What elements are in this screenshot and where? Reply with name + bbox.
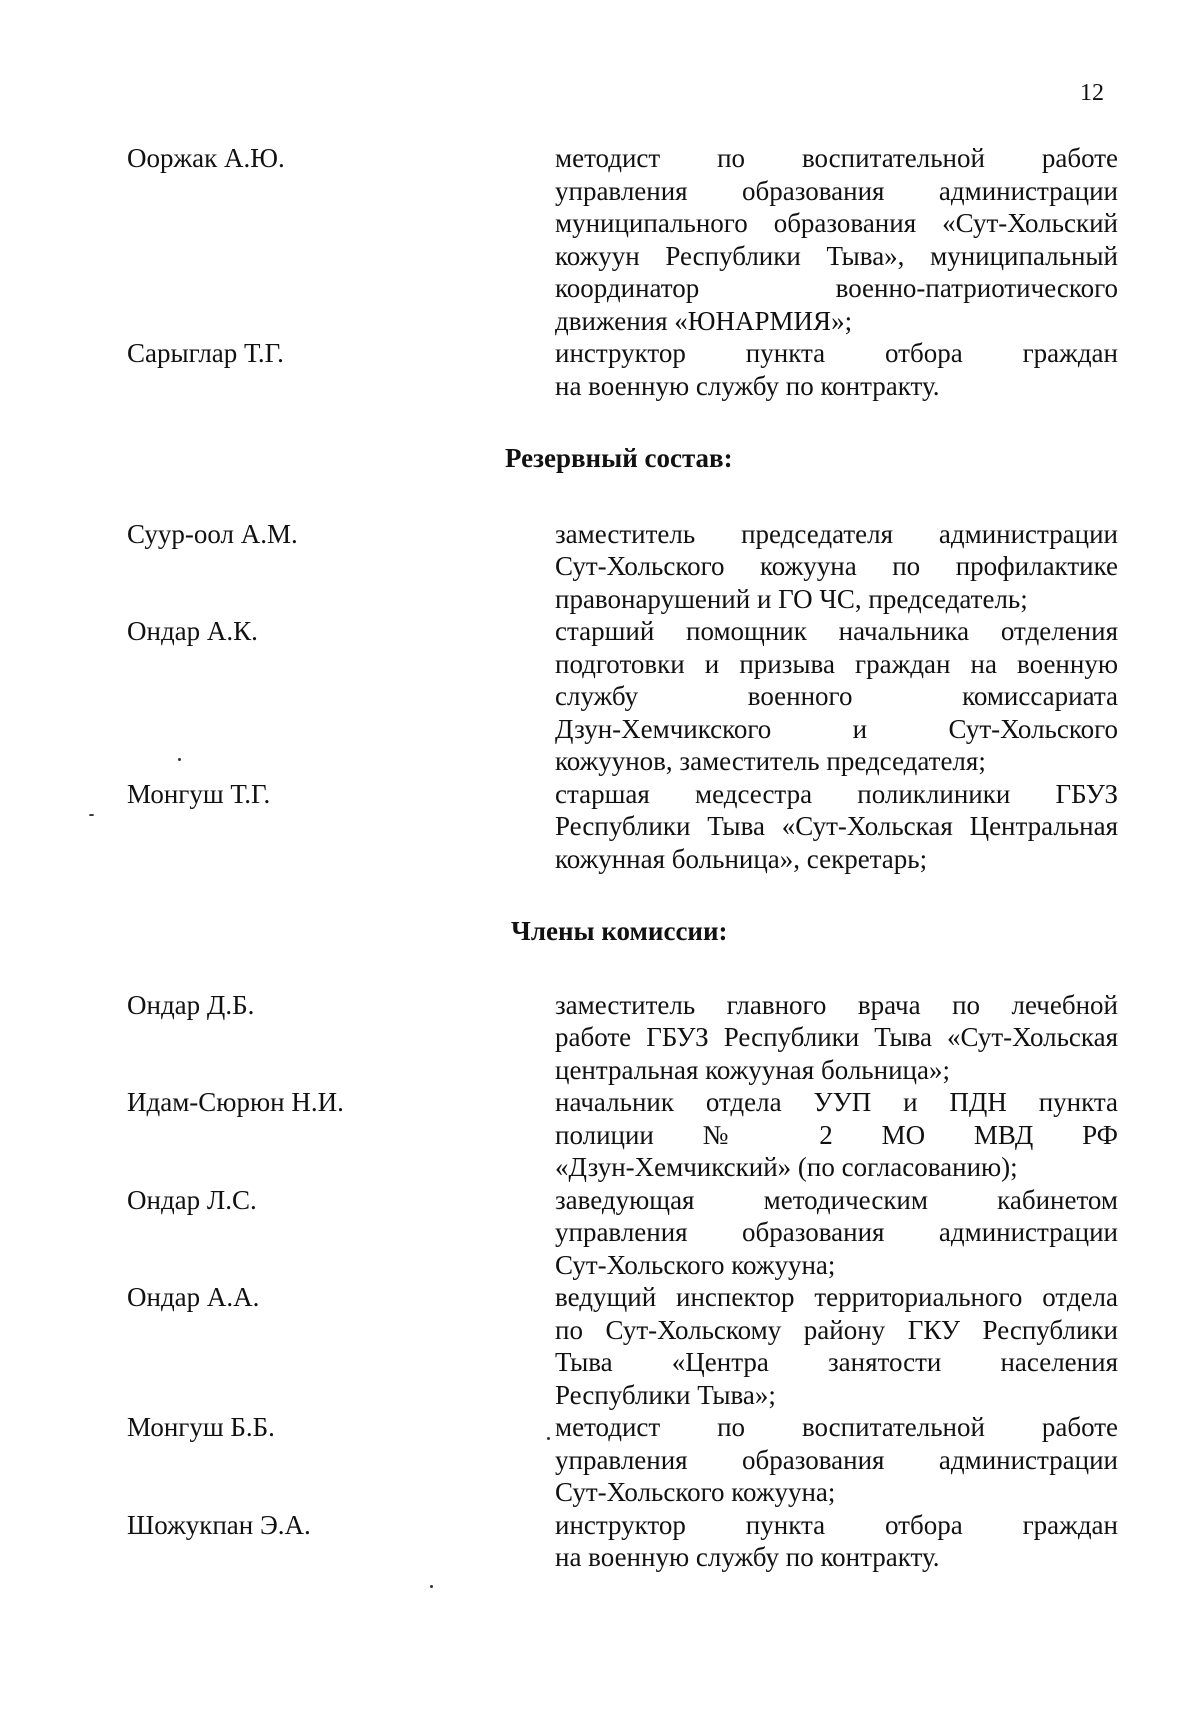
member-position xyxy=(555,1509,1118,1574)
position-line: работе ГБУЗ Республики Тыва «Сут-Хольская xyxy=(555,1022,1118,1052)
page-number: 12 xyxy=(1080,80,1104,106)
position-line: «Дзун-Хемчикский» (по согласованию); xyxy=(555,1152,1018,1182)
member-name: Шожукпан Э.А. xyxy=(127,1509,311,1540)
member-name: Сарыглар Т.Г. xyxy=(127,338,284,368)
member-entry xyxy=(0,1281,1200,1411)
member-name: Ондар А.К. xyxy=(127,616,258,646)
members-heading: Члены комиссии: xyxy=(511,916,728,946)
position-line: кожуунов, заместитель председателя; xyxy=(555,746,986,776)
position-line: методист по воспитательной работе xyxy=(555,143,1118,173)
position-line: заместитель председателя администрации xyxy=(555,518,1118,549)
member-position xyxy=(555,615,1118,778)
scan-speck xyxy=(178,758,181,761)
position-line: ведущий инспектор территориального отдела xyxy=(555,1282,1118,1312)
position-line: заместитель главного врача по лечебной xyxy=(555,989,1118,1020)
position-line: движения «ЮНАРМИЯ»; xyxy=(555,305,853,336)
position-line: управления образования администрации xyxy=(555,175,1118,206)
member-entry xyxy=(0,1509,1200,1574)
member-name: Идам-Сюрюн Н.И. xyxy=(127,1087,344,1117)
position-line: Сут-Хольского кожууна по профилактике xyxy=(555,551,1118,581)
member-entry xyxy=(0,1184,1200,1282)
reserve-composition xyxy=(0,518,1200,876)
position-line: координатор военно-патриотического xyxy=(555,273,1118,303)
member-entry xyxy=(0,1086,1200,1184)
position-line: управления образования администрации xyxy=(555,1217,1118,1247)
member-position xyxy=(555,142,1118,337)
member-entry xyxy=(0,989,1200,1087)
position-line: подготовки и призыва граждан на военную xyxy=(555,648,1118,679)
member-name: Ондар А.А. xyxy=(127,1282,260,1312)
members-composition xyxy=(0,989,1200,1574)
member-position xyxy=(555,778,1118,876)
position-line: Дзун-Хемчикского и Сут-Хольского xyxy=(555,713,1118,744)
member-name: Монгуш Т.Г. xyxy=(127,778,271,809)
position-line: правонарушений и ГО ЧС, председатель; xyxy=(555,583,1028,614)
position-line: муниципального образования «Сут-Хольский xyxy=(555,208,1118,238)
position-line: кожуун Республики Тыва», муниципальный xyxy=(555,240,1118,271)
position-line: по Сут-Хольскому району ГКУ Республики xyxy=(555,1314,1118,1345)
member-name: Суур-оол А.М. xyxy=(127,518,298,549)
member-position xyxy=(555,1281,1118,1411)
member-position xyxy=(555,989,1118,1087)
member-entry xyxy=(0,615,1200,778)
member-position xyxy=(555,1184,1118,1282)
main-composition xyxy=(0,142,1200,402)
position-line: на военную службу по контракту. xyxy=(555,1542,940,1572)
member-position xyxy=(555,1411,1118,1509)
position-line: старшая медсестра поликлиники ГБУЗ xyxy=(555,778,1118,809)
position-line: инструктор пункта отбора граждан xyxy=(555,338,1118,368)
position-line: старший помощник начальника отделения xyxy=(555,616,1118,646)
member-entry xyxy=(0,778,1200,876)
member-entry xyxy=(0,1411,1200,1509)
member-name: Ооржак А.Ю. xyxy=(127,143,285,173)
position-line: на военную службу по контракту. xyxy=(555,370,940,401)
position-line: методист по воспитательной работе xyxy=(555,1412,1118,1442)
scan-speck xyxy=(547,1437,550,1440)
position-line: Сут-Хольского кожууна; xyxy=(555,1477,836,1507)
scan-speck xyxy=(89,814,94,816)
member-position xyxy=(555,337,1118,402)
member-entry xyxy=(0,142,1200,337)
position-line: заведующая методическим кабинетом xyxy=(555,1184,1118,1215)
position-line: Республики Тыва «Сут-Хольская Центральная xyxy=(555,811,1118,841)
member-name: Ондар Д.Б. xyxy=(127,989,255,1020)
position-line: Республики Тыва»; xyxy=(555,1379,776,1410)
commission-list xyxy=(0,142,1200,1574)
position-line: Сут-Хольского кожууна; xyxy=(555,1249,836,1280)
member-name: Ондар Л.С. xyxy=(127,1184,257,1215)
position-line: инструктор пункта отбора граждан xyxy=(555,1509,1118,1540)
position-line: центральная кожууная больница»; xyxy=(555,1054,950,1085)
reserve-heading: Резервный состав: xyxy=(505,443,733,473)
position-line: начальник отдела УУП и ПДН пункта xyxy=(555,1087,1118,1117)
position-line: службу военного комиссариата xyxy=(555,681,1118,711)
position-line: Тыва «Центра занятости населения xyxy=(555,1347,1118,1377)
member-name: Монгуш Б.Б. xyxy=(127,1412,275,1442)
position-line: полиции № 2 МО МВД РФ xyxy=(555,1119,1118,1150)
position-line: кожунная больница», секретарь; xyxy=(555,843,928,874)
member-entry xyxy=(0,337,1200,402)
position-line: управления образования администрации xyxy=(555,1444,1118,1475)
member-position xyxy=(555,1086,1118,1184)
scan-speck xyxy=(430,1585,433,1588)
member-position xyxy=(555,518,1118,616)
member-entry xyxy=(0,518,1200,616)
